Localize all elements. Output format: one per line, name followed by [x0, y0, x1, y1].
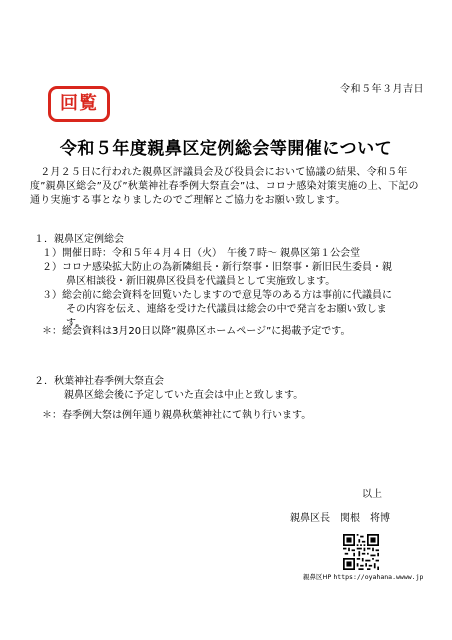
homepage-url: https://oyahana.wwww.jp: [333, 573, 424, 581]
section1-item-2: ２）コロナ感染拡大防止の為新隣組長・新行祭事・旧祭事・新旧民生委員・親鼻区相談役・新旧親鼻区役員を代議員として実施致します。: [42, 262, 392, 287]
section1-item-3: ３）総会前に総会資料を回覧いたしますので意見等のある方は事前に代議員にその内容を伝え、連絡を受けた代議員は総会の中で発言をお願い致します。: [42, 290, 392, 329]
section1-note: ＊：総会資料は3月20日以降”親鼻区ホームページ”に掲載予定です。: [42, 326, 351, 337]
closing-word: 以上: [362, 489, 382, 500]
intro-paragraph: ２月２５日に行われた親鼻区評議員会及び役員会において協議の結果、令和５年度”親鼻区総会”及び”秋葉神社春季例大祭直会”は、コロナ感染対策実施の上、下記の通り実施する事となりましたのでご理解とご協力をお願い致します。: [30, 167, 419, 206]
issue-date: 令和５年３月吉日: [340, 84, 424, 95]
section1-item-1: １）開催日時：令和５年４月４日（火） 午後７時～ 親鼻区第１公会堂: [42, 248, 361, 259]
section1-heading: １．親鼻区定例総会: [34, 234, 124, 245]
document-title: 令和５年度親鼻区定例総会等開催について: [59, 139, 393, 159]
homepage-label: 親鼻区HP: [303, 573, 332, 581]
circulation-stamp: 回覧: [48, 86, 110, 122]
section2-body: 親鼻区総会後に予定していた直会は中止と致します。: [64, 390, 304, 401]
section2-heading: ２．秋葉神社春季例大祭直会: [34, 376, 164, 387]
section2-note: ＊：春季例大祭は例年通り親鼻秋葉神社にて執り行います。: [42, 410, 312, 421]
homepage-link[interactable]: [303, 572, 423, 581]
qr-code-icon: [343, 534, 379, 570]
signature: 親鼻区長 関根 将博: [290, 513, 390, 524]
